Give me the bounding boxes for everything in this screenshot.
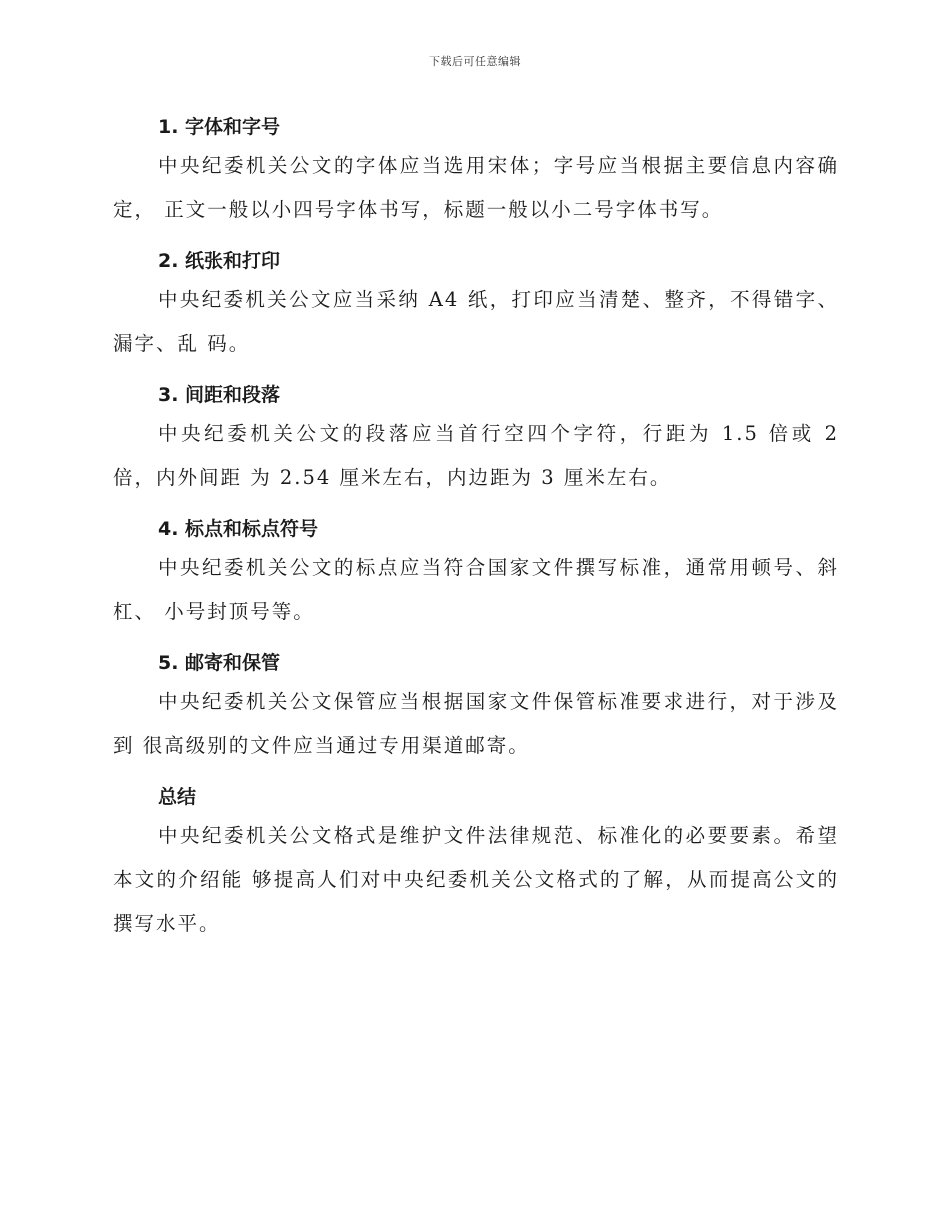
section-summary [113, 780, 839, 946]
section-paragraph: 中央纪委机关公文的字体应当选用宋体；字号应当根据主要信息内容确定， 正文一般以小四号字体书写，标题一般以小二号字体书写。 [113, 154, 839, 221]
section-mailing [113, 646, 839, 768]
section-paper [113, 244, 839, 366]
section-heading: 1. 字体和字号 [158, 116, 281, 138]
section-paragraph: 中央纪委机关公文的段落应当首行空四个字符，行距为 1.5 倍或 2 倍，内外间距 为 2.54 厘米左右，内边距为 3 厘米左右。 [113, 422, 839, 489]
section-heading: 4. 标点和标点符号 [158, 518, 319, 540]
document-body [113, 110, 839, 958]
section-paragraph: 中央纪委机关公文保管应当根据国家文件保管标准要求进行，对于涉及到 很高级别的文件应当通过专用渠道邮寄。 [113, 690, 839, 757]
section-font [113, 110, 839, 232]
page-header: 下载后可任意编辑 [429, 55, 521, 68]
section-paragraph: 中央纪委机关公文的标点应当符合国家文件撰写标准，通常用顿号、斜杠、 小号封顶号等。 [113, 556, 839, 623]
section-heading: 3. 间距和段落 [158, 384, 281, 406]
section-heading: 2. 纸张和打印 [158, 250, 281, 272]
section-paragraph: 中央纪委机关公文应当采纳 A4 纸，打印应当清楚、整齐，不得错字、漏字、乱 码。 [113, 288, 839, 355]
section-spacing [113, 378, 839, 500]
section-heading: 5. 邮寄和保管 [158, 652, 281, 674]
section-punctuation [113, 512, 839, 634]
section-heading: 总结 [158, 786, 197, 808]
section-paragraph: 中央纪委机关公文格式是维护文件法律规范、标准化的必要要素。希望本文的介绍能 够提高人们对中央纪委机关公文格式的了解，从而提高公文的撰写水平。 [113, 824, 839, 935]
